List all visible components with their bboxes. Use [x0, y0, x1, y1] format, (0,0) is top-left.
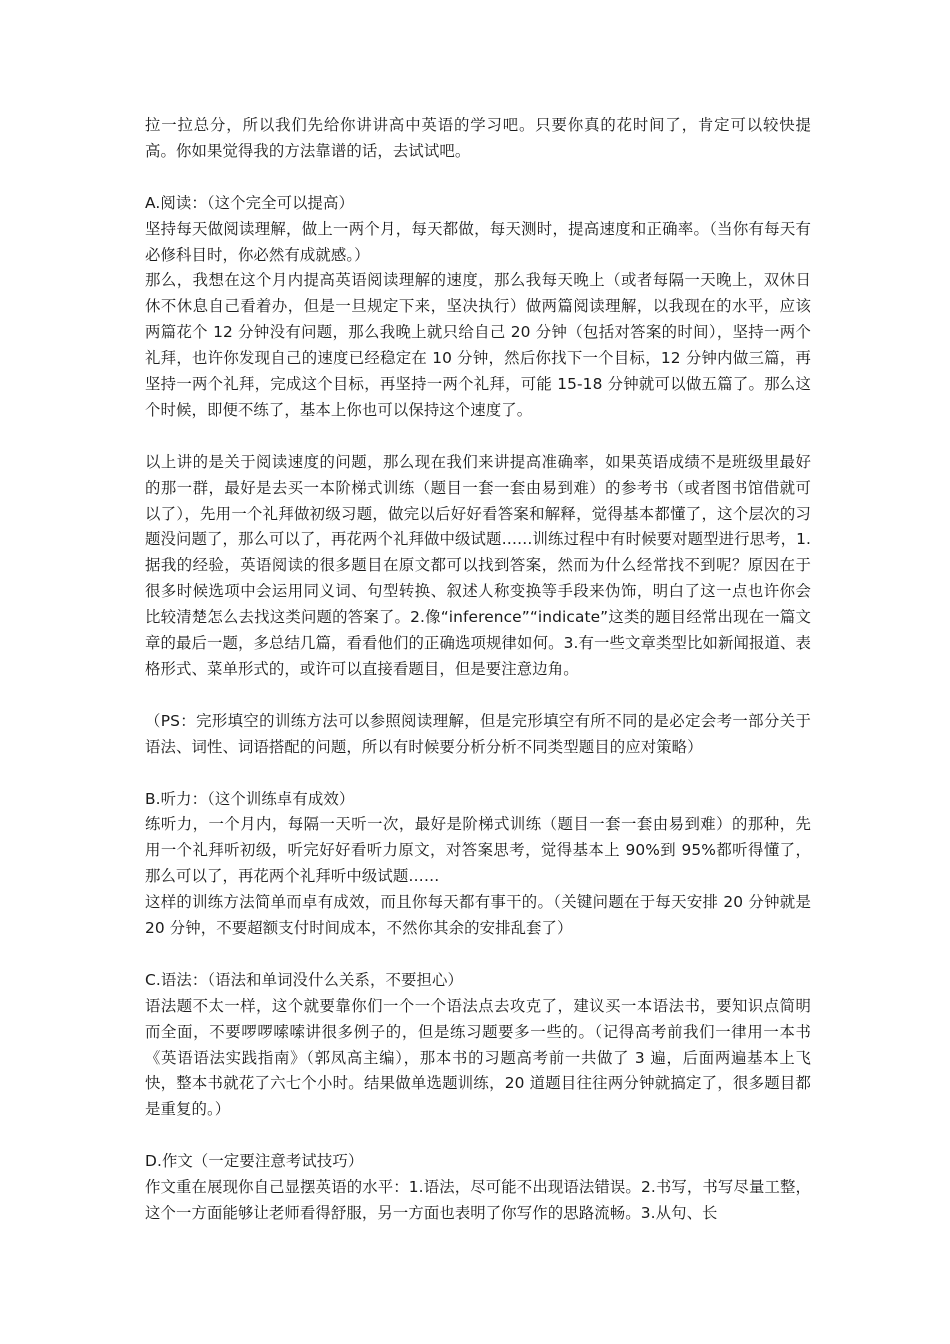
paragraph-gap: [145, 165, 811, 191]
section-heading-grammar: C.语法：（语法和单词没什么关系，不要担心）: [145, 970, 463, 989]
reading-ps-note: （PS：完形填空的训练方法可以参照阅读理解，但是完形填空有所不同的是必定会考一部分关于语法、词性、词语搭配的问题，所以有时候要分析分析不同类型题目的应对策略）: [145, 711, 811, 756]
document-body: [145, 113, 811, 1227]
grammar-paragraph-1: 语法题不太一样，这个就要靠你们一个一个语法点去攻克了，建议买一本语法书，要知识点简明而全面，不要啰啰嗦嗦讲很多例子的，但是练习题要多一些的。（记得高考前我们一律用一本书《英语语法实践指南》（郭凤高主编），那本书的习题高考前一共做了 3 遍，后面两遍基本上飞快，整本书就花了六七个小时。结果做单选题训练，20 道题目往往两分钟就搞定了，很多题目都是重复的。）: [145, 996, 811, 1119]
paragraph-gap: [145, 683, 811, 709]
paragraph-gap: [145, 761, 811, 787]
paragraph-gap: [145, 424, 811, 450]
section-heading-listening: B.听力：（这个训练卓有成效）: [145, 789, 355, 808]
reading-paragraph-2: 那么，我想在这个月内提高英语阅读理解的速度，那么我每天晚上（或者每隔一天晚上，双休日休不休息自己看着办，但是一旦规定下来，坚决执行）做两篇阅读理解，以我现在的水平，应该两篇花个 12 分钟没有问题，那么我晚上就只给自己 20 分钟（包括对答案的时间），坚持一两个礼拜，也许你发现自己的速度已经稳定在 10 分钟，然后你找下一个目标，12 分钟内做三篇，再坚持一两个礼拜，完成这个目标，再坚持一两个礼拜，可能 15-18 分钟就可以做五篇了。那么这个时候，即便不练了，基本上你也可以保持这个速度了。: [145, 271, 811, 419]
reading-paragraph-3: 以上讲的是关于阅读速度的问题，那么现在我们来讲提高准确率，如果英语成绩不是班级里最好的那一群，最好是去买一本阶梯式训练（题目一套一套由易到难）的参考书（或者图书馆借就可以了），先用一个礼拜做初级习题，做完以后好好看答案和解释，觉得基本都懂了，这个层次的习题没问题了，那么可以了，再花两个礼拜做中级试题……训练过程中有时候要对题型进行思考，1.据我的经验，英语阅读的很多题目在原文都可以找到答案，然而为什么经常找不到呢？原因在于很多时候选项中会运用同义词、句型转换、叙述人称变换等手段来伪饰，明白了这一点也许你会比较清楚怎么去找这类问题的答案了。2.像“inference”“indicate”这类的题目经常出现在一篇文章的最后一题，多总结几篇，看看他们的正确选项规律如何。3.有一些文章类型比如新闻报道、表格形式、菜单形式的，或许可以直接看题目，但是要注意边角。: [145, 452, 811, 678]
section-heading-reading: A.阅读：（这个完全可以提高）: [145, 193, 355, 212]
listening-paragraph-1: 练听力，一个月内，每隔一天听一次，最好是阶梯式训练（题目一套一套由易到难）的那种，先用一个礼拜听初级，听完好好看听力原文，对答案思考，觉得基本上 90%到 95%都听得懂了，那么可以了，再花两个礼拜听中级试题……: [145, 815, 811, 886]
reading-paragraph-1: 坚持每天做阅读理解，做上一两个月，每天都做，每天测时，提高速度和正确率。（当你有每天有必修科目时，你必然有成就感。）: [145, 219, 811, 264]
paragraph-gap: [145, 942, 811, 968]
intro-paragraph: 拉一拉总分，所以我们先给你讲讲高中英语的学习吧。只要你真的花时间了，肯定可以较快提高。你如果觉得我的方法靠谱的话，去试试吧。: [145, 116, 811, 160]
paragraph-gap: [145, 1123, 811, 1149]
writing-paragraph-1: 作文重在展现你自己显摆英语的水平：1.语法，尽可能不出现语法错误。2.书写，书写尽量工整，这个一方面能够让老师看得舒服，另一方面也表明了你写作的思路流畅。3.从句、长: [145, 1178, 811, 1222]
section-heading-writing: D.作文（一定要注意考试技巧）: [145, 1152, 364, 1171]
listening-paragraph-2: 这样的训练方法简单而卓有成效，而且你每天都有事干的。（关键问题在于每天安排 20 分钟就是 20 分钟，不要超额支付时间成本，不然你其余的安排乱套了）: [145, 893, 811, 938]
